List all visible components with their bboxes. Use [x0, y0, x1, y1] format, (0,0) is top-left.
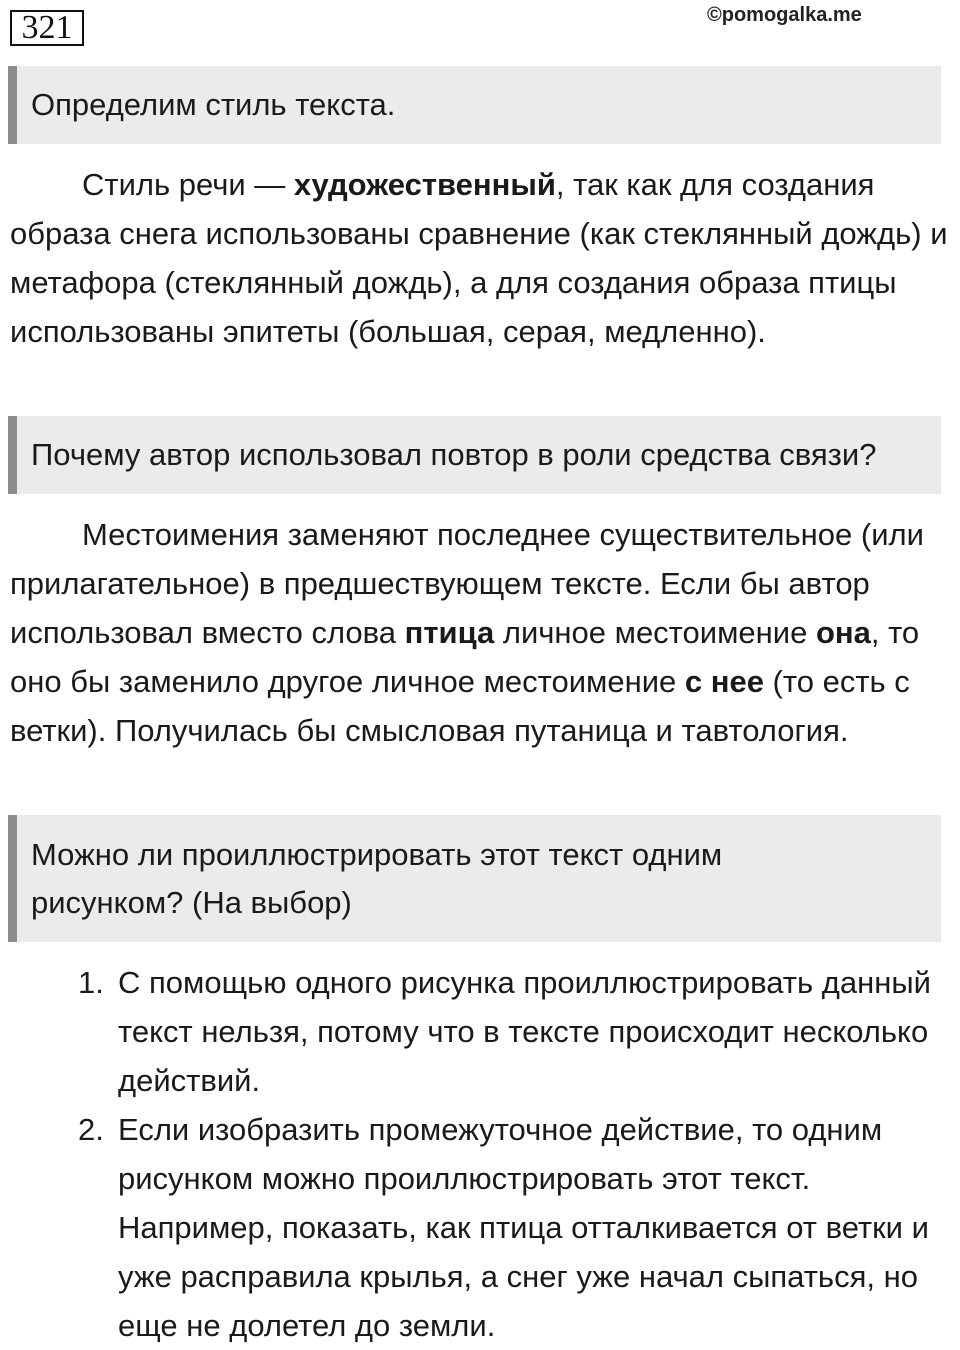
answer-2-text-a: Местоимения заменяют последнее существительное (или прилагательное) в предшествующем тексте. Если бы автор использовал вместо слова: [10, 517, 924, 650]
list-item-1-number: 1.: [78, 965, 104, 1000]
answer-2-text-c: , то оно бы заменило другое личное местоимение: [10, 615, 920, 699]
list-item-1: [78, 958, 958, 1105]
watermark: ©pomogalka.me: [707, 4, 862, 26]
list-item-2-number: 2.: [78, 1112, 104, 1147]
question-box-3: [8, 815, 941, 942]
answer-2-text-b: личное местоимение: [494, 615, 816, 650]
answer-paragraph-1: [10, 160, 950, 356]
list-item-2: [78, 1105, 958, 1350]
answer-2-bold-a: птица: [404, 615, 495, 650]
answer-list: [78, 958, 958, 1350]
list-item-2-text: Если изобразить промежуточное действие, то одним рисунком можно проиллюстрировать этот текст. Например, показать, как птица отталкивается от ветки и уже расправила крылья, а снег уже начал сыпаться, но еще не долетел до земли.: [118, 1112, 929, 1343]
answer-1-text-b: , так как для создания образа снега использованы сравнение (как стеклянный дождь) и метафора (стеклянный дождь), а для создания образа птицы использованы эпитеты (большая, серая, медленно).: [10, 167, 948, 349]
answer-2-text-d: (то есть с ветки). Получилась бы смысловая путаница и тавтология.: [10, 664, 910, 748]
answer-1-bold-a: художественный: [293, 167, 556, 202]
question-box-1: [8, 66, 941, 144]
answer-2-bold-b: она: [815, 615, 871, 650]
answer-2-bold-c: с нее: [684, 664, 764, 699]
question-box-2: [8, 416, 941, 494]
task-number: 321: [10, 10, 84, 46]
answer-paragraph-2: [10, 510, 950, 755]
question-text-2: Почему автор использовал повтор в роли средства связи?: [31, 437, 877, 472]
question-text-3: Можно ли проиллюстрировать этот текст одним рисунком? (На выбор): [31, 837, 723, 920]
question-text-1: Определим стиль текста.: [31, 87, 396, 122]
list-item-1-text: С помощью одного рисунка проиллюстрировать данный текст нельзя, потому что в тексте происходит несколько действий.: [118, 965, 931, 1098]
answer-1-text-a: Стиль речи —: [82, 167, 294, 202]
